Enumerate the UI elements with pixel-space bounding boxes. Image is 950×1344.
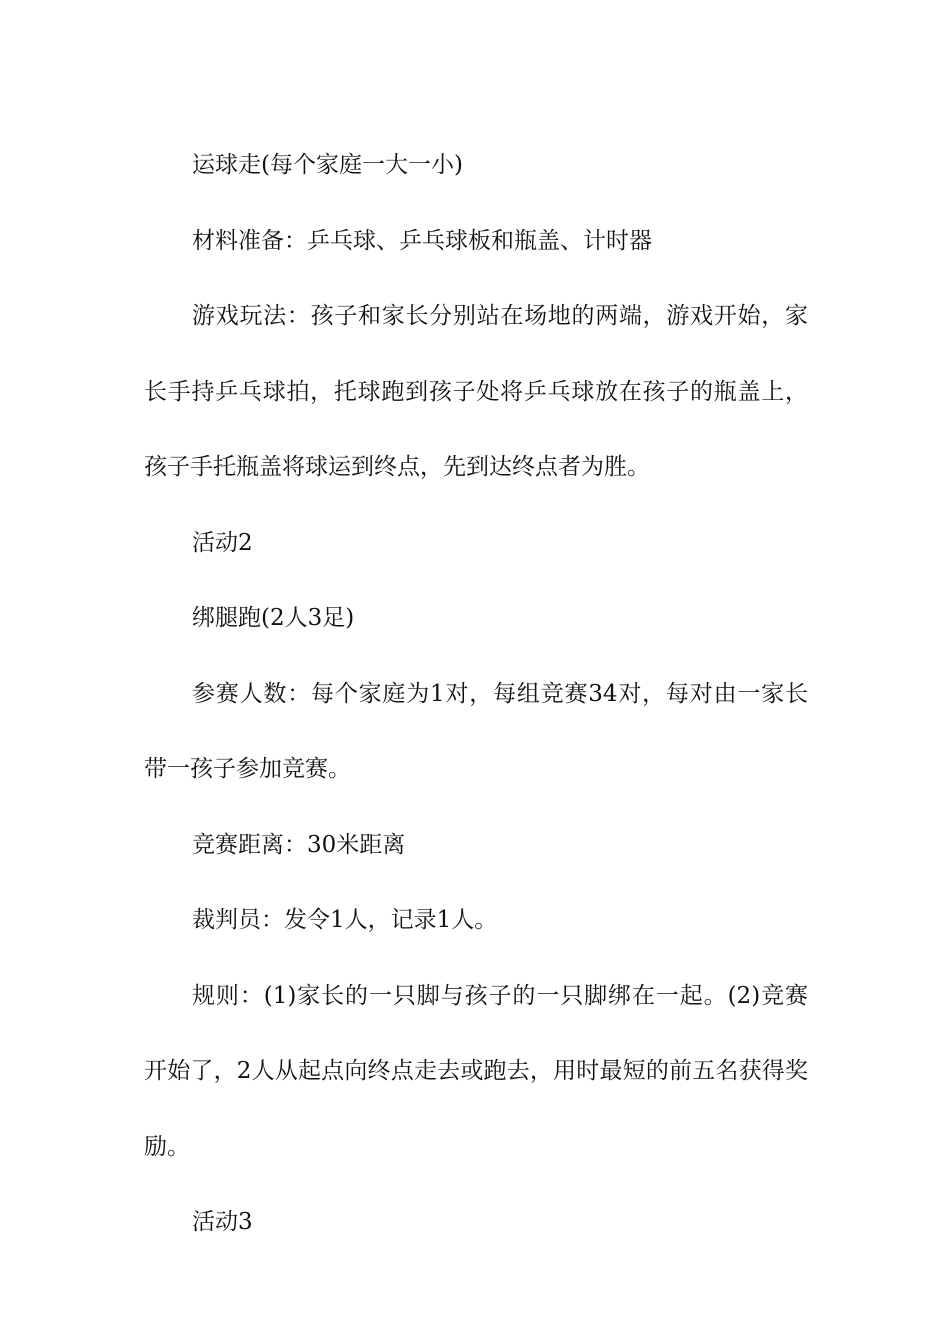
paragraph-materials: 材料准备：乒乓球、乒乓球板和瓶盖、计时器 [192,227,652,254]
paragraph-activity-3: 活动3 [192,1209,253,1235]
paragraph-race-distance: 竞赛距离：30米距离 [192,831,406,858]
paragraph-ball-carry-title: 运球走(每个家庭一大一小) [192,152,463,178]
document-body [144,128,808,1261]
paragraph-race-rules: 规则：(1)家长的一只脚与孩子的一只脚绑在一起。(2)竞赛开始了，2人从起点向终点走去或跑去，用时最短的前五名获得奖励。 [144,982,808,1160]
paragraph-participants: 参赛人数：每个家庭为1对，每组竞赛34对，每对由一家长带一孩子参加竞赛。 [144,680,808,782]
paragraph-three-legged-race-title: 绑腿跑(2人3足) [192,605,355,631]
paragraph-referees: 裁判员：发令1人，记录1人。 [192,907,498,933]
paragraph-game-rules: 游戏玩法：孩子和家长分别站在场地的两端，游戏开始，家长手持乒乓球拍，托球跑到孩子处将乒乓球放在孩子的瓶盖上，孩子手托瓶盖将球运到终点，先到达终点者为胜。 [144,303,808,480]
paragraph-activity-2: 活动2 [192,529,253,556]
